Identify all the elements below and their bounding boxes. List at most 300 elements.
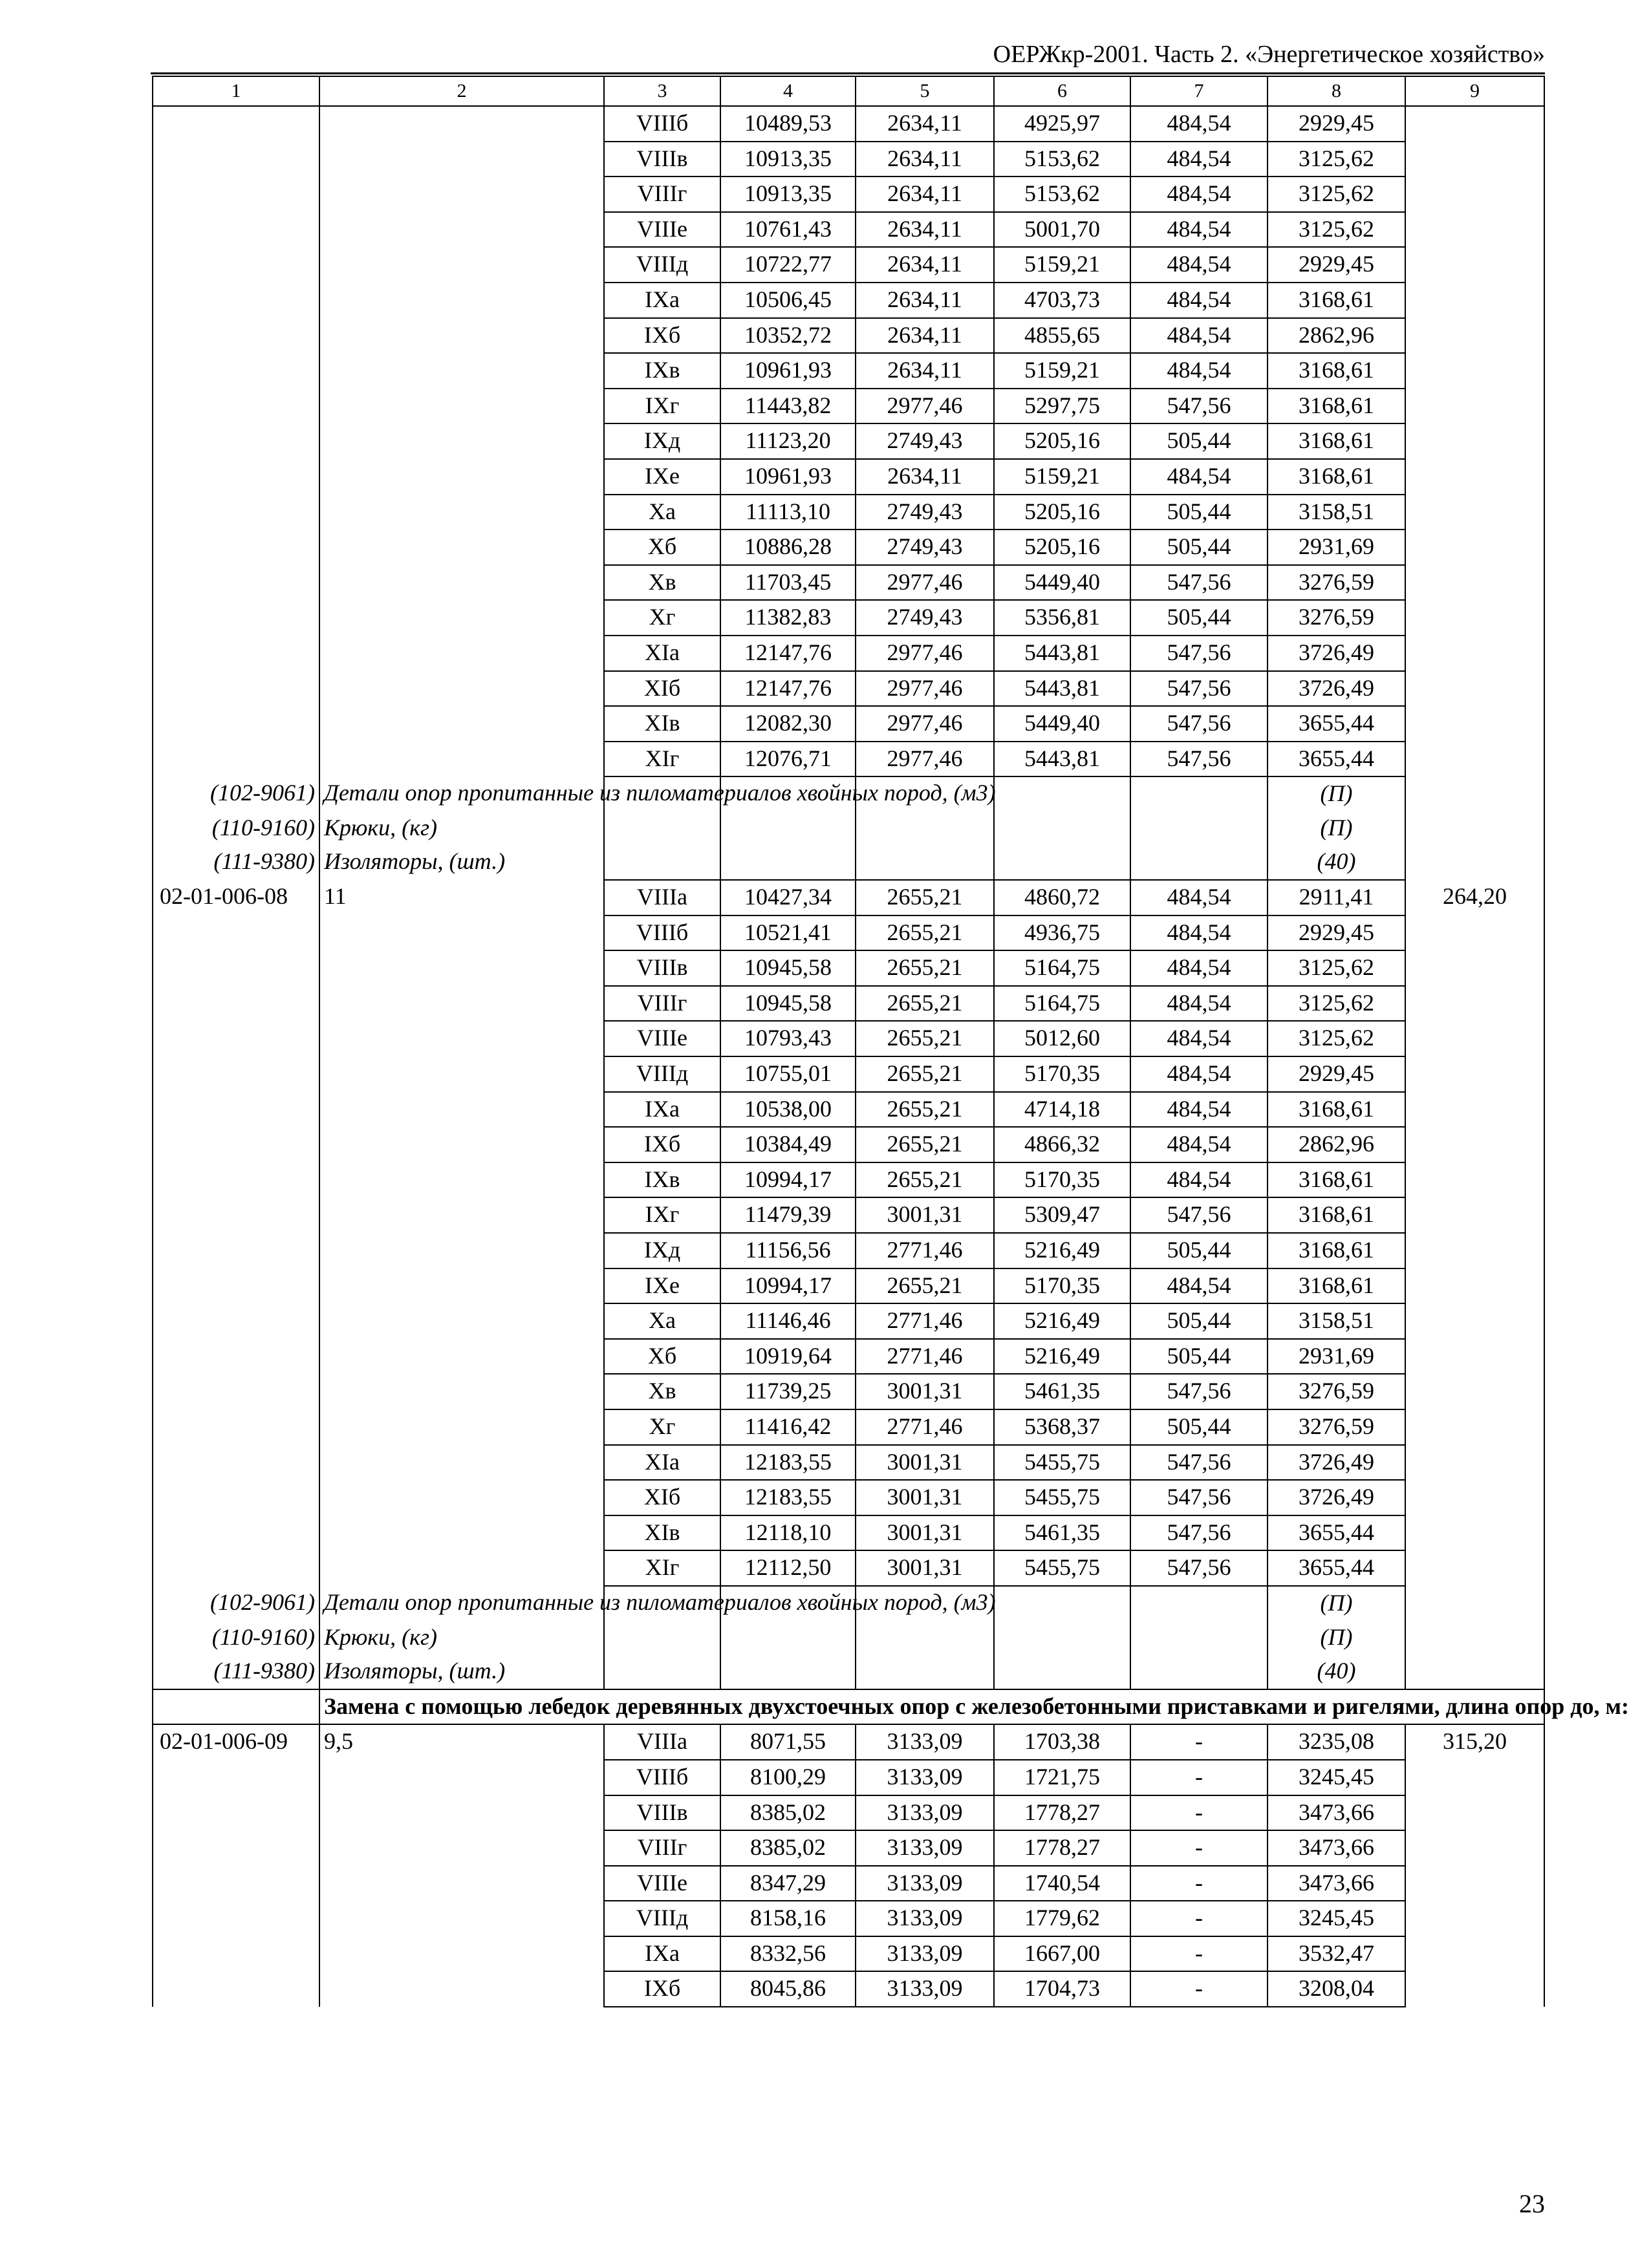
col9-value <box>1405 1936 1544 1972</box>
territory-zone: IXд <box>604 1233 720 1268</box>
rate-code <box>153 986 319 1022</box>
cost-value: 10994,17 <box>720 1162 856 1198</box>
cost-value: 5455,75 <box>994 1445 1130 1481</box>
rate-param <box>319 283 604 318</box>
empty-cell <box>856 1654 994 1689</box>
rate-param <box>319 950 604 986</box>
cost-value: 12112,50 <box>720 1550 856 1586</box>
cost-value: 5297,75 <box>994 389 1130 424</box>
territory-zone: VIIIв <box>604 142 720 177</box>
territory-zone: XIг <box>604 1550 720 1586</box>
col9-value <box>1405 1303 1544 1339</box>
rate-code <box>153 389 319 424</box>
territory-zone: Xa <box>604 495 720 530</box>
cost-value: 2655,21 <box>856 1268 994 1304</box>
table-row <box>153 389 1544 424</box>
cost-value: 10945,58 <box>720 986 856 1022</box>
rate-param <box>319 1971 604 2007</box>
table-row <box>153 1866 1544 1901</box>
cost-value: 11113,10 <box>720 495 856 530</box>
material-value: (40) <box>1268 845 1405 880</box>
cost-value: 2977,46 <box>856 706 994 742</box>
cost-value: 8385,02 <box>720 1830 856 1866</box>
column-header: 1 <box>153 76 319 106</box>
territory-zone: VIIIе <box>604 212 720 248</box>
empty-cell <box>994 1621 1130 1655</box>
cost-value: 5443,81 <box>994 742 1130 777</box>
cost-value: 3245,45 <box>1268 1760 1405 1795</box>
cost-value: 2634,11 <box>856 106 994 142</box>
territory-zone: VIIIе <box>604 1021 720 1056</box>
cost-value: 11123,20 <box>720 423 856 459</box>
col9-value <box>1405 1339 1544 1375</box>
empty-cell <box>720 845 856 880</box>
territory-zone: IXa <box>604 283 720 318</box>
cost-value: 484,54 <box>1130 142 1268 177</box>
cost-value: 10755,01 <box>720 1056 856 1092</box>
rate-param <box>319 1445 604 1481</box>
rate-code <box>153 1936 319 1972</box>
cost-value: 5449,40 <box>994 706 1130 742</box>
material-code: (102-9061) <box>153 1586 319 1621</box>
empty-cell <box>1405 776 1544 811</box>
cost-value: 484,54 <box>1130 177 1268 212</box>
col9-value <box>1405 1795 1544 1831</box>
cost-value: 3168,61 <box>1268 389 1405 424</box>
rate-param <box>319 1830 604 1866</box>
cost-value: 3168,61 <box>1268 459 1405 495</box>
cost-value: 10427,34 <box>720 880 856 915</box>
cost-value: 3133,09 <box>856 1866 994 1901</box>
territory-zone: VIIIе <box>604 1866 720 1901</box>
material-name: Изоляторы, (шт.) <box>319 1654 604 1689</box>
rate-param <box>319 1480 604 1515</box>
cost-value: 3001,31 <box>856 1480 994 1515</box>
cost-value: 5216,49 <box>994 1303 1130 1339</box>
cost-value: 10506,45 <box>720 283 856 318</box>
cost-value: 2931,69 <box>1268 1339 1405 1375</box>
cost-value: 1721,75 <box>994 1760 1130 1795</box>
col9-value <box>1405 106 1544 142</box>
col9-value <box>1405 1056 1544 1092</box>
rate-param <box>319 742 604 777</box>
cost-value: 3726,49 <box>1268 671 1405 707</box>
rate-param <box>319 1197 604 1233</box>
cost-value: 5164,75 <box>994 950 1130 986</box>
cost-value: 12082,30 <box>720 706 856 742</box>
cost-value: 3655,44 <box>1268 706 1405 742</box>
rate-param <box>319 915 604 951</box>
territory-zone: IXб <box>604 1127 720 1162</box>
table-row <box>153 1445 1544 1481</box>
cost-value: 5205,16 <box>994 530 1130 565</box>
column-header: 7 <box>1130 76 1268 106</box>
cost-value: 3158,51 <box>1268 1303 1405 1339</box>
cost-value: 2749,43 <box>856 530 994 565</box>
cost-value: 3168,61 <box>1268 1092 1405 1128</box>
cost-value: 505,44 <box>1130 1233 1268 1268</box>
table-row <box>153 1092 1544 1128</box>
table-row <box>153 1936 1544 1972</box>
territory-zone: XIв <box>604 706 720 742</box>
territory-zone: VIIIб <box>604 915 720 951</box>
rate-code <box>153 459 319 495</box>
cost-value: 2655,21 <box>856 950 994 986</box>
table-row <box>153 1971 1544 2007</box>
cost-value: 547,56 <box>1130 1374 1268 1409</box>
rate-code <box>153 1197 319 1233</box>
rate-param <box>319 565 604 601</box>
col9-value <box>1405 1162 1544 1198</box>
col9-value <box>1405 671 1544 707</box>
territory-zone: Xб <box>604 530 720 565</box>
cost-value: 2749,43 <box>856 600 994 636</box>
table-row <box>153 1480 1544 1515</box>
empty-cell <box>994 1586 1130 1621</box>
cost-value: 2771,46 <box>856 1339 994 1375</box>
territory-zone: VIIIг <box>604 986 720 1022</box>
territory-zone: VIIIг <box>604 1830 720 1866</box>
empty-cell <box>994 811 1130 846</box>
col9-value <box>1405 1409 1544 1445</box>
table-row <box>153 1197 1544 1233</box>
table-row <box>153 1162 1544 1198</box>
cost-value: 5001,70 <box>994 212 1130 248</box>
cost-value: 4925,97 <box>994 106 1130 142</box>
material-code: (111-9380) <box>153 845 319 880</box>
territory-zone: IXд <box>604 423 720 459</box>
territory-zone: IXв <box>604 353 720 389</box>
col9-value <box>1405 1445 1544 1481</box>
cost-value: 3276,59 <box>1268 1374 1405 1409</box>
material-code: (110-9160) <box>153 1621 319 1655</box>
cost-value: 2771,46 <box>856 1233 994 1268</box>
cost-value: 3276,59 <box>1268 1409 1405 1445</box>
table-row <box>153 283 1544 318</box>
cost-value: 5170,35 <box>994 1162 1130 1198</box>
cost-value: 547,56 <box>1130 706 1268 742</box>
cost-value: 2977,46 <box>856 742 994 777</box>
cost-value: 484,54 <box>1130 247 1268 283</box>
cost-value: 8347,29 <box>720 1866 856 1901</box>
table-row <box>153 1724 1544 1760</box>
cost-value: 3001,31 <box>856 1445 994 1481</box>
col9-value <box>1405 247 1544 283</box>
cost-value: 3726,49 <box>1268 1480 1405 1515</box>
rate-code <box>153 1795 319 1831</box>
cost-value: 2862,96 <box>1268 318 1405 354</box>
cost-value: 2655,21 <box>856 880 994 915</box>
cost-value: 484,54 <box>1130 1162 1268 1198</box>
cost-value: 484,54 <box>1130 1021 1268 1056</box>
cost-value: 3168,61 <box>1268 1197 1405 1233</box>
table-row <box>153 1339 1544 1375</box>
cost-value: 5164,75 <box>994 986 1130 1022</box>
cost-value: 3473,66 <box>1268 1866 1405 1901</box>
rate-param <box>319 495 604 530</box>
cost-value: 5170,35 <box>994 1268 1130 1304</box>
cost-value: 2634,11 <box>856 353 994 389</box>
col9-value <box>1405 600 1544 636</box>
table-row <box>153 1830 1544 1866</box>
cost-value: 12183,55 <box>720 1445 856 1481</box>
rate-code <box>153 671 319 707</box>
rate-param <box>319 636 604 671</box>
rate-param: 9,5 <box>319 1724 604 1760</box>
col9-value <box>1405 495 1544 530</box>
empty-cell <box>604 811 720 846</box>
material-name: Крюки, (кг) <box>319 1621 604 1655</box>
cost-value: 12147,76 <box>720 671 856 707</box>
territory-zone: Xг <box>604 1409 720 1445</box>
cost-value: 3168,61 <box>1268 1268 1405 1304</box>
cost-value: 8385,02 <box>720 1795 856 1831</box>
empty-cell <box>604 845 720 880</box>
cost-value: 505,44 <box>1130 495 1268 530</box>
cost-value: 2929,45 <box>1268 1056 1405 1092</box>
material-value: (П) <box>1268 1621 1405 1655</box>
rates-table <box>152 76 1629 2007</box>
territory-zone: IXa <box>604 1936 720 1972</box>
cost-value: 2977,46 <box>856 636 994 671</box>
territory-zone: Xб <box>604 1339 720 1375</box>
rate-param <box>319 1550 604 1586</box>
cost-value: 11479,39 <box>720 1197 856 1233</box>
col9-value <box>1405 1515 1544 1551</box>
cost-value: 547,56 <box>1130 671 1268 707</box>
cost-value: 484,54 <box>1130 318 1268 354</box>
material-value: (П) <box>1268 1586 1405 1621</box>
cost-value: 5159,21 <box>994 459 1130 495</box>
cost-value: 3276,59 <box>1268 565 1405 601</box>
cost-value: 5153,62 <box>994 177 1130 212</box>
cost-value: 3168,61 <box>1268 1233 1405 1268</box>
cost-value: 11739,25 <box>720 1374 856 1409</box>
cost-value: 484,54 <box>1130 1092 1268 1128</box>
table-row <box>153 1268 1544 1304</box>
rate-param <box>319 530 604 565</box>
cost-value: 3001,31 <box>856 1515 994 1551</box>
cost-value: 3655,44 <box>1268 1515 1405 1551</box>
empty-cell <box>1130 845 1268 880</box>
cost-value: 484,54 <box>1130 950 1268 986</box>
cost-value: 3208,04 <box>1268 1971 1405 2007</box>
table-row <box>153 1901 1544 1936</box>
cost-value: 10961,93 <box>720 353 856 389</box>
empty-cell <box>604 1621 720 1655</box>
cost-value: 5159,21 <box>994 353 1130 389</box>
cost-value: 10913,35 <box>720 177 856 212</box>
cost-value: 5356,81 <box>994 600 1130 636</box>
rate-param <box>319 1162 604 1198</box>
rate-code <box>153 177 319 212</box>
cost-value: 484,54 <box>1130 915 1268 951</box>
cost-value: 10913,35 <box>720 142 856 177</box>
cost-value: 5153,62 <box>994 142 1130 177</box>
territory-zone: VIIIб <box>604 1760 720 1795</box>
territory-zone: IXг <box>604 389 720 424</box>
table-row <box>153 636 1544 671</box>
table-row <box>153 742 1544 777</box>
rate-code <box>153 1550 319 1586</box>
cost-value: 10994,17 <box>720 1268 856 1304</box>
cost-value: 4855,65 <box>994 318 1130 354</box>
cost-value: 2977,46 <box>856 671 994 707</box>
cost-value: 3133,09 <box>856 1795 994 1831</box>
table-row <box>153 986 1544 1022</box>
cost-value: 5205,16 <box>994 495 1130 530</box>
rate-code: 02-01-006-08 <box>153 880 319 915</box>
col9-value <box>1405 636 1544 671</box>
cost-value: 505,44 <box>1130 600 1268 636</box>
cost-value: 8332,56 <box>720 1936 856 1972</box>
material-code: (111-9380) <box>153 1654 319 1689</box>
rate-code <box>153 1056 319 1092</box>
rate-code <box>153 1374 319 1409</box>
column-header: 5 <box>856 76 994 106</box>
rate-param <box>319 106 604 142</box>
cost-value: 547,56 <box>1130 389 1268 424</box>
column-header-row <box>153 76 1544 106</box>
rate-param <box>319 318 604 354</box>
table-row <box>153 950 1544 986</box>
territory-zone: IXб <box>604 318 720 354</box>
material-code: (110-9160) <box>153 811 319 846</box>
table-row <box>153 671 1544 707</box>
cost-value: 2977,46 <box>856 565 994 601</box>
rate-code <box>153 318 319 354</box>
territory-zone: XIб <box>604 1480 720 1515</box>
rate-code <box>153 1901 319 1936</box>
cost-value: 4714,18 <box>994 1092 1130 1128</box>
table-row <box>153 459 1544 495</box>
territory-zone: VIIIв <box>604 950 720 986</box>
empty-cell <box>720 1621 856 1655</box>
rate-code <box>153 106 319 142</box>
table-row <box>153 142 1544 177</box>
material-value: (П) <box>1268 776 1405 811</box>
page-header: ОЕРЖкр-2001. Часть 2. «Энергетическое хозяйство» <box>993 41 1545 68</box>
column-header: 9 <box>1405 76 1544 106</box>
cost-value: 12183,55 <box>720 1480 856 1515</box>
table-row <box>153 880 1544 915</box>
territory-zone: IXв <box>604 1162 720 1198</box>
cost-value: 3125,62 <box>1268 950 1405 986</box>
rate-code <box>153 1162 319 1198</box>
cost-value: 2771,46 <box>856 1303 994 1339</box>
rate-code <box>153 1515 319 1551</box>
cost-value: 505,44 <box>1130 423 1268 459</box>
cost-value: 505,44 <box>1130 1303 1268 1339</box>
col9-value <box>1405 915 1544 951</box>
territory-zone: VIIIб <box>604 106 720 142</box>
cost-value: 2634,11 <box>856 212 994 248</box>
col9-value <box>1405 530 1544 565</box>
table-row <box>153 212 1544 248</box>
cost-value: 484,54 <box>1130 353 1268 389</box>
empty-cell <box>1130 1621 1268 1655</box>
col9-value <box>1405 142 1544 177</box>
cost-value: 12147,76 <box>720 636 856 671</box>
cost-value: 11146,46 <box>720 1303 856 1339</box>
col9-value <box>1405 1092 1544 1128</box>
col9-value <box>1405 318 1544 354</box>
cost-value: 5449,40 <box>994 565 1130 601</box>
cost-value: 4703,73 <box>994 283 1130 318</box>
table-row <box>153 1021 1544 1056</box>
column-header: 8 <box>1268 76 1405 106</box>
cost-value: 3125,62 <box>1268 177 1405 212</box>
material-row <box>153 1654 1544 1689</box>
rate-param <box>319 1127 604 1162</box>
cost-value: 484,54 <box>1130 880 1268 915</box>
cost-value: 2977,46 <box>856 389 994 424</box>
table-row <box>153 106 1544 142</box>
col9-value <box>1405 1971 1544 2007</box>
table-row <box>153 495 1544 530</box>
cost-value: 2929,45 <box>1268 247 1405 283</box>
col9-value <box>1405 986 1544 1022</box>
cost-value: 4860,72 <box>994 880 1130 915</box>
cost-value: 547,56 <box>1130 1515 1268 1551</box>
rate-code <box>153 1303 319 1339</box>
cost-value: 3133,09 <box>856 1760 994 1795</box>
col9-value <box>1405 1480 1544 1515</box>
material-row <box>153 776 1544 811</box>
table-row <box>153 1374 1544 1409</box>
territory-zone: IXб <box>604 1971 720 2007</box>
empty-cell <box>994 845 1130 880</box>
cost-value: 4936,75 <box>994 915 1130 951</box>
cost-value: 505,44 <box>1130 1409 1268 1445</box>
rate-param <box>319 389 604 424</box>
rate-param <box>319 1021 604 1056</box>
col9-value <box>1405 1127 1544 1162</box>
rate-param <box>319 423 604 459</box>
territory-zone: XIa <box>604 636 720 671</box>
cost-value: 2655,21 <box>856 1127 994 1162</box>
col9-value <box>1405 1197 1544 1233</box>
column-header: 6 <box>994 76 1130 106</box>
cost-value: 547,56 <box>1130 1550 1268 1586</box>
table-row <box>153 1795 1544 1831</box>
cost-value: 484,54 <box>1130 1056 1268 1092</box>
cost-value: 2655,21 <box>856 1162 994 1198</box>
territory-zone: VIIIд <box>604 1056 720 1092</box>
table-row <box>153 177 1544 212</box>
col9-value <box>1405 742 1544 777</box>
rate-param <box>319 1268 604 1304</box>
material-row <box>153 1586 1544 1621</box>
rate-param <box>319 142 604 177</box>
column-header: 2 <box>319 76 604 106</box>
territory-zone: VIIIa <box>604 1724 720 1760</box>
cost-value: 2634,11 <box>856 459 994 495</box>
cost-value: 547,56 <box>1130 742 1268 777</box>
rate-param <box>319 1760 604 1795</box>
col9-value <box>1405 389 1544 424</box>
territory-zone: IXг <box>604 1197 720 1233</box>
empty-cell <box>994 776 1130 811</box>
rate-code <box>153 1760 319 1795</box>
cost-value: 2929,45 <box>1268 915 1405 951</box>
material-row <box>153 811 1544 846</box>
col9-value <box>1405 1760 1544 1795</box>
territory-zone: VIIIa <box>604 880 720 915</box>
cost-value: 3133,09 <box>856 1971 994 2007</box>
empty-cell <box>1405 1654 1544 1689</box>
rate-code <box>153 915 319 951</box>
